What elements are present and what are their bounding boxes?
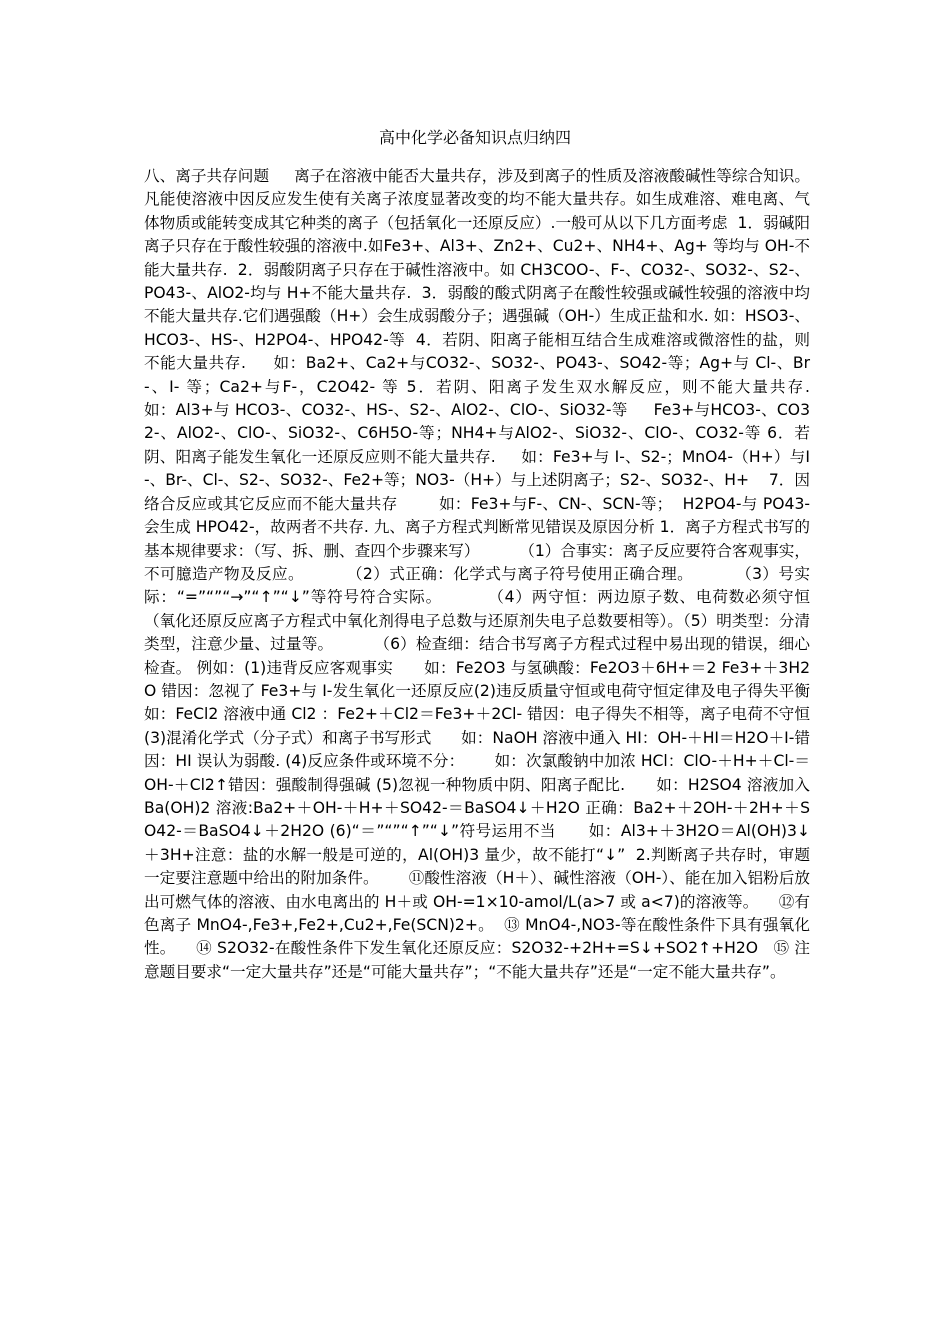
body-paragraph: 八、离子共存问题 离子在溶液中能否大量共存，涉及到离子的性质及溶液酸碱性等综合知识。凡能使溶液中因反应发生使有关离子浓度显著改变的均不能大量共存。如生成难溶、难电离、气体物质或能转变成其它种类的离子（包括氧化一还原反应）.一般可从以下几方面考虑 1．弱碱阳离子只存在于酸性较强的溶液中.如Fe3+、Al3+、Zn2+、Cu2+、NH4+、Ag+ 等均与 OH-不能大量共存. 2．弱酸阴离子只存在于碱性溶液中。如 CH3COO-、F-、CO32-、SO32-、S2-、PO43-、AlO2-均与 H+不能大量共存. 3．弱酸的酸式阴离子在酸性较强或碱性较强的溶液中均不能大量共存.它们遇强酸（H+）会生成弱酸分子；遇强碱（OH-）生成正盐和水. 如：HSO3-、HCO3-、HS-、H2PO4-、HPO42-等 4．若阴、阳离子能相互结合生成难溶或微溶性的盐，则不能大量共存. 如：Ba2+、Ca2+与CO32-、SO32-、PO43-、SO42-等；Ag+与 Cl-、Br-、I- 等；Ca2+与F-，C2O42- 等 5．若阴、阳离子发生双水解反应，则不能大量共存. 如：Al3+与 HCO3-、CO32-、HS-、S2-、AlO2-、ClO-、SiO32-等 Fe3+与HCO3-、CO32-、AlO2-、ClO-、SiO32-、C6H5O-等；NH4+与AlO2-、SiO32-、ClO-、CO32-等 6．若阴、阳离子能发生氧化一还原反应则不能大量共存. 如：Fe3+与 I-、S2-；MnO4-（H+）与I-、Br-、Cl-、S2-、SO32-、Fe2+等；NO3-（H+）与上述阴离子；S2-、SO32-、H+ 7．因络合反应或其它反应而不能大量共存 如：Fe3+与F-、CN-、SCN-等； H2PO4-与 PO43-会生成 HPO42-，故两者不共存. 九、离子方程式判断常见错误及原因分析 1．离子方程式书写的基本规律要求：（写、拆、删、查四个步骤来写） （1）合事实：离子反应要符合客观事实，不可臆造产物及反应。 （2）式正确：化学式与离子符号使用正确合理。 （3）号实际：“=”“”“→”“↑”“↓”等符号符合实际。 （4）两守恒：两边原子数、电荷数必须守恒（氧化还原反应离子方程式中氧化剂得电子总数与还原剂失电子总数要相等）。（5）明类型：分清类型，注意少量、过量等。 （6）检查细：结合书写离子方程式过程中易出现的错误，细心检查。 例如：(1)违背反应客观事实 如：Fe2O3 与氢碘酸：Fe2O3＋6H+＝2 Fe3+＋3H2O 错因：忽视了 Fe3+与 I-发生氧化一还原反应(2)违反质量守恒或电荷守恒定律及电子得失平衡 如：FeCl2 溶液中通 Cl2 ：Fe2+＋Cl2＝Fe3+＋2Cl- 错因：电子得失不相等，离子电荷不守恒 (3)混淆化学式（分子式）和离子书写形式 如：NaOH 溶液中通入 HI：OH-＋HI＝H2O＋I-错因：HI 误认为弱酸. (4)反应条件或环境不分： 如：次氯酸钠中加浓 HCl：ClO-＋H+＋Cl-＝OH-＋Cl2↑错因：强酸制得强碱 (5)忽视一种物质中阴、阳离子配比. 如：H2SO4 溶液加入 Ba(OH)2 溶液:Ba2+＋OH-＋H+＋SO42-＝BaSO4↓＋H2O 正确：Ba2+＋2OH-＋2H+＋SO42-＝BaSO4↓＋2H2O (6)“＝”“”“↑”“↓”符号运用不当 如：Al3+＋3H2O＝Al(OH)3↓＋3H+注意：盐的水解一般是可逆的，Al(OH)3 量少，故不能打“↓” 2.判断离子共存时，审题一定要注意题中给出的附加条件。 ⑪酸性溶液（H＋）、碱性溶液（OH-）、能在加入铝粉后放出可燃气体的溶液、由水电离出的 H＋或 OH-=1×10-amol/L(a>7 或 a<7)的溶液等。 ⑫有色离子 MnO4-,Fe3+,Fe2+,Cu2+,Fe(SCN)2+。 ⑬ MnO4-,NO3-等在酸性条件下具有强氧化性。 ⑭ S2O32-在酸性条件下发生氧化还原反应：S2O32-+2H+=S↓+SO2↑+H2O ⑮ 注意题目要求“一定大量共存”还是“可能大量共存”；“不能大量共存”还是“一定不能大量共存”。 xyxy=(144,167,850,981)
page-title: 高中化学必备知识点归纳四 xyxy=(378,128,571,147)
